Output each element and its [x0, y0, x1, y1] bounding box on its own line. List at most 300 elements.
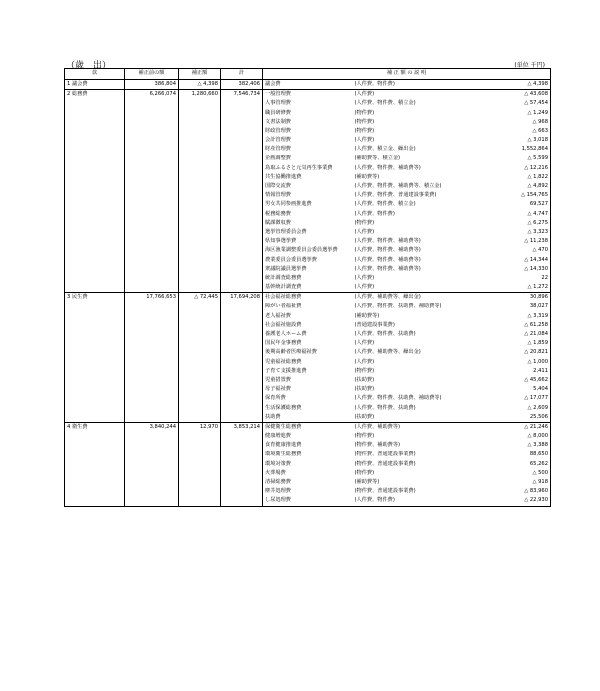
item-name: 賦課徴収費	[263, 219, 353, 228]
total-amount	[221, 256, 263, 265]
kan-cell	[65, 265, 125, 274]
kan-cell	[65, 358, 125, 367]
table-row	[65, 432, 551, 441]
kan-cell: 3 民生費	[65, 293, 125, 303]
total-amount	[221, 145, 263, 154]
item-name: 統計調査総務費	[263, 274, 353, 283]
before-amount	[125, 246, 179, 255]
item-amount: △ 14,330	[481, 265, 551, 274]
item-detail: (物件費)	[354, 109, 375, 116]
table-row	[65, 118, 551, 127]
table-row	[65, 460, 551, 469]
item-name: し尿処理費	[263, 496, 353, 506]
item-name: 文書法制費	[263, 118, 353, 127]
table-row	[65, 90, 551, 100]
total-amount	[221, 219, 263, 228]
hosei-amount	[179, 303, 221, 312]
item-detail: (人件費)	[354, 358, 375, 365]
kan-cell	[65, 228, 125, 237]
item-amount: △ 17,077	[481, 394, 551, 403]
kan-cell	[65, 191, 125, 200]
hosei-amount	[179, 274, 221, 283]
item-detail: (物件費)	[354, 219, 375, 226]
item-detail: (人件費、物件費)	[354, 210, 395, 217]
total-amount	[221, 339, 263, 348]
item-amount: △ 5,599	[481, 155, 551, 164]
before-amount	[125, 256, 179, 265]
item-detail: (補助費等)	[354, 173, 380, 180]
kan-cell	[65, 339, 125, 348]
item-detail: (物件費)	[354, 127, 375, 134]
item-detail: (補助費等)	[354, 479, 380, 486]
hosei-amount	[179, 256, 221, 265]
item-name: 母子福祉費	[263, 385, 353, 394]
table-row	[65, 200, 551, 209]
item-detail: (物件費、普通建設事業費)	[354, 488, 416, 495]
total-amount	[221, 127, 263, 136]
item-detail: (人件費、物件費、補助費等)	[354, 265, 421, 272]
kan-cell	[65, 367, 125, 376]
hosei-amount	[179, 496, 221, 506]
before-amount	[125, 99, 179, 108]
total-amount	[221, 191, 263, 200]
item-amount: △ 154,765	[481, 191, 551, 200]
item-name: 衆議院議員選挙費	[263, 265, 353, 274]
hosei-amount	[179, 182, 221, 191]
hosei-amount	[179, 109, 221, 118]
col-kan: 款	[65, 69, 125, 80]
table-row	[65, 228, 551, 237]
total-amount	[221, 173, 263, 182]
item-detail: (人件費、物件費、補助費等)	[354, 256, 421, 263]
hosei-amount	[179, 432, 221, 441]
item-name: 環境衛生総務費	[263, 451, 353, 460]
hosei-amount	[179, 200, 221, 209]
before-amount	[125, 283, 179, 293]
kan-cell	[65, 432, 125, 441]
item-name: 保健衛生総務費	[263, 422, 353, 432]
item-name: 生活保護総務費	[263, 404, 353, 413]
table-row	[65, 136, 551, 145]
before-amount	[125, 237, 179, 246]
kan-cell	[65, 404, 125, 413]
hosei-amount	[179, 321, 221, 330]
kan-cell	[65, 441, 125, 450]
item-name: 国民年金事務費	[263, 339, 353, 348]
before-amount	[125, 487, 179, 496]
total-amount	[221, 312, 263, 321]
item-name: 会計管理費	[263, 136, 353, 145]
table-row	[65, 80, 551, 90]
item-amount: △ 4,747	[481, 210, 551, 219]
item-amount: 22	[481, 274, 551, 283]
before-amount	[125, 358, 179, 367]
item-detail: (人件費)	[354, 274, 375, 281]
hosei-amount	[179, 348, 221, 357]
col-hosei: 補正額	[179, 69, 221, 80]
before-amount	[125, 478, 179, 487]
hosei-amount	[179, 394, 221, 403]
kan-cell	[65, 330, 125, 339]
item-name: 企画調整費	[263, 155, 353, 164]
total-amount	[221, 274, 263, 283]
kan-cell	[65, 164, 125, 173]
total-amount: 382,406	[221, 80, 263, 90]
kan-cell	[65, 145, 125, 154]
item-amount: △ 3,323	[481, 228, 551, 237]
item-name: 食育健康推進費	[263, 441, 353, 450]
before-amount	[125, 451, 179, 460]
total-amount	[221, 136, 263, 145]
total-amount	[221, 265, 263, 274]
unit-label: (単位 千円)	[514, 62, 545, 69]
item-name: 農業委員会委員選挙費	[263, 256, 353, 265]
total-amount	[221, 237, 263, 246]
total-amount	[221, 487, 263, 496]
table-row	[65, 358, 551, 367]
item-detail: (物件費)	[354, 367, 375, 374]
kan-cell	[65, 210, 125, 219]
hosei-amount	[179, 487, 221, 496]
kan-cell	[65, 127, 125, 136]
table-row	[65, 155, 551, 164]
total-amount	[221, 182, 263, 191]
before-amount	[125, 109, 179, 118]
item-detail: (人件費)	[354, 228, 375, 235]
item-name: 国際交流費	[263, 182, 353, 191]
kan-cell	[65, 237, 125, 246]
total-amount	[221, 404, 263, 413]
table-row	[65, 487, 551, 496]
total-amount	[221, 330, 263, 339]
item-amount: △ 3,319	[481, 312, 551, 321]
item-amount: 30,896	[481, 293, 551, 303]
col-explain: 補 正 額 の 説 明	[263, 69, 551, 80]
item-detail: (人件費、物件費、積立金)	[354, 100, 416, 107]
item-detail: (人件費、物件費)	[353, 496, 481, 506]
before-amount	[125, 228, 179, 237]
total-amount	[221, 246, 263, 255]
hosei-amount	[179, 312, 221, 321]
hosei-amount	[179, 339, 221, 348]
item-amount: △ 918	[481, 478, 551, 487]
table-row	[65, 330, 551, 339]
kan-cell	[65, 246, 125, 255]
total-amount	[221, 413, 263, 423]
total-amount: 17,694,208	[221, 293, 263, 303]
item-name: 人事管理費	[263, 99, 353, 108]
before-amount	[125, 265, 179, 274]
before-amount	[125, 274, 179, 283]
kan-cell	[65, 376, 125, 385]
hosei-amount	[179, 173, 221, 182]
before-amount	[125, 321, 179, 330]
kan-cell	[65, 460, 125, 469]
kan-cell	[65, 256, 125, 265]
kan-cell	[65, 303, 125, 312]
hosei-amount	[179, 136, 221, 145]
total-amount	[221, 118, 263, 127]
kan-cell	[65, 451, 125, 460]
item-name: 一般管理費	[263, 90, 353, 100]
table-row	[65, 145, 551, 154]
item-name: 扶助費	[263, 413, 353, 423]
table-row	[65, 109, 551, 118]
item-name: 情報管理費	[263, 191, 353, 200]
item-detail: (人件費、物件費、普通建設事業費)	[354, 192, 437, 199]
table-row	[65, 376, 551, 385]
before-amount	[125, 164, 179, 173]
item-detail: (人件費、物件費、扶助費、補助費等)	[354, 303, 442, 310]
item-detail: (人件費、物件費)	[353, 80, 481, 90]
kan-cell	[65, 496, 125, 506]
total-amount	[221, 164, 263, 173]
item-amount: △ 1,272	[481, 283, 551, 293]
item-detail: (人件費、物件費、積立金)	[354, 201, 416, 208]
item-detail: (物件費)	[354, 118, 375, 125]
item-amount: △ 83,960	[481, 487, 551, 496]
before-amount	[125, 145, 179, 154]
item-name: 社会福祉施設費	[263, 321, 353, 330]
item-amount: 25,506	[481, 413, 551, 423]
kan-cell	[65, 200, 125, 209]
total-amount	[221, 385, 263, 394]
item-amount: 69,527	[481, 200, 551, 209]
before-amount: 17,766,653	[125, 293, 179, 303]
item-amount: △ 1,822	[481, 173, 551, 182]
before-amount	[125, 330, 179, 339]
budget-table	[64, 68, 551, 507]
total-amount	[221, 496, 263, 506]
hosei-amount: 12,970	[179, 422, 221, 432]
item-amount: 1,552,864	[481, 145, 551, 154]
item-detail: (人件費、物件費、補助費等)	[354, 238, 421, 245]
total-amount	[221, 109, 263, 118]
item-detail: (人件費、補助費等、繰出金)	[353, 293, 481, 303]
item-amount: 65,262	[481, 460, 551, 469]
kan-cell	[65, 394, 125, 403]
item-name: 障がい者福祉費	[263, 303, 353, 312]
item-detail: (人件費)	[354, 137, 375, 144]
before-amount: 386,804	[125, 80, 179, 90]
before-amount	[125, 441, 179, 450]
kan-cell	[65, 155, 125, 164]
item-name: 火葬場費	[263, 469, 353, 478]
item-detail: (普通建設事業費)	[354, 321, 395, 328]
table-row	[65, 173, 551, 182]
table-row	[65, 312, 551, 321]
hosei-amount	[179, 219, 221, 228]
total-amount	[221, 367, 263, 376]
item-detail: (物件費)	[354, 433, 375, 440]
total-amount	[221, 283, 263, 293]
hosei-amount	[179, 330, 221, 339]
item-amount: △ 1,859	[481, 339, 551, 348]
table-row	[65, 293, 551, 303]
item-name: 保育所費	[263, 394, 353, 403]
before-amount	[125, 303, 179, 312]
item-detail: (人件費、積立金、繰出金)	[354, 146, 416, 153]
before-amount	[125, 394, 179, 403]
item-amount: △ 12,216	[481, 164, 551, 173]
item-name: 養護老人ホーム費	[263, 330, 353, 339]
table-row	[65, 422, 551, 432]
item-amount: △ 1,000	[481, 358, 551, 367]
item-amount: △ 4,892	[481, 182, 551, 191]
total-amount: 7,546,734	[221, 90, 263, 100]
item-amount: △ 22,930	[481, 496, 551, 506]
item-name: 基幹統計調査費	[263, 283, 353, 293]
before-amount	[125, 219, 179, 228]
item-detail: (物件費)	[354, 469, 375, 476]
item-amount: △ 968	[481, 118, 551, 127]
table-row	[65, 274, 551, 283]
kan-cell: 4 衛生費	[65, 422, 125, 432]
item-amount: △ 500	[481, 469, 551, 478]
before-amount	[125, 118, 179, 127]
table-row	[65, 210, 551, 219]
item-name: 鳥取ふるさと元気再生事業費	[263, 164, 353, 173]
item-detail: (物件費、補助費等)	[354, 442, 401, 449]
total-amount: 3,853,214	[221, 422, 263, 432]
table-row	[65, 182, 551, 191]
item-name: 健康増進費	[263, 432, 353, 441]
before-amount	[125, 376, 179, 385]
item-name: 共生協働推進費	[263, 173, 353, 182]
item-amount: 5,404	[481, 385, 551, 394]
total-amount	[221, 451, 263, 460]
kan-cell: 2 総務費	[65, 90, 125, 100]
hosei-amount	[179, 478, 221, 487]
hosei-amount	[179, 358, 221, 367]
before-amount	[125, 413, 179, 423]
total-amount	[221, 394, 263, 403]
item-amount: △ 21,084	[481, 330, 551, 339]
before-amount	[125, 460, 179, 469]
before-amount	[125, 348, 179, 357]
before-amount	[125, 404, 179, 413]
kan-cell	[65, 283, 125, 293]
before-amount: 6,266,074	[125, 90, 179, 100]
before-amount	[125, 385, 179, 394]
before-amount	[125, 496, 179, 506]
item-detail: (人件費)	[354, 284, 375, 291]
table-row	[65, 237, 551, 246]
item-name: 環境対策費	[263, 460, 353, 469]
table-row	[65, 99, 551, 108]
total-amount	[221, 99, 263, 108]
item-amount: △ 61,258	[481, 321, 551, 330]
hosei-amount	[179, 376, 221, 385]
item-detail: (人件費)	[353, 90, 481, 100]
item-name: 議会費	[263, 80, 353, 90]
item-name: 子育て支援推進費	[263, 367, 353, 376]
hosei-amount	[179, 265, 221, 274]
item-name: 海区漁業調整委員会委員選挙費	[263, 246, 353, 255]
table-row	[65, 385, 551, 394]
kan-cell	[65, 312, 125, 321]
kan-cell	[65, 469, 125, 478]
item-detail: (補助費等、積立金)	[354, 155, 401, 162]
total-amount	[221, 348, 263, 357]
item-detail: (人件費、物件費、扶助費、補助費等)	[354, 395, 442, 402]
before-amount	[125, 432, 179, 441]
table-row	[65, 394, 551, 403]
total-amount	[221, 200, 263, 209]
kan-cell	[65, 99, 125, 108]
item-detail: (扶助費)	[354, 376, 375, 383]
item-amount: △ 57,454	[481, 99, 551, 108]
item-name: 老人福祉費	[263, 312, 353, 321]
table-row	[65, 283, 551, 293]
total-amount	[221, 303, 263, 312]
table-body	[65, 80, 551, 507]
kan-cell	[65, 173, 125, 182]
item-name: 児童措置費	[263, 376, 353, 385]
item-amount: 88,650	[481, 451, 551, 460]
before-amount	[125, 312, 179, 321]
kan-cell	[65, 109, 125, 118]
item-name: 選挙管理委員会費	[263, 228, 353, 237]
before-amount: 3,840,244	[125, 422, 179, 432]
hosei-amount	[179, 155, 221, 164]
item-name: 男女共同参画推進費	[263, 200, 353, 209]
total-amount	[221, 432, 263, 441]
item-amount: △ 45,662	[481, 376, 551, 385]
total-amount	[221, 321, 263, 330]
hosei-amount	[179, 145, 221, 154]
total-amount	[221, 469, 263, 478]
kan-cell	[65, 182, 125, 191]
total-amount	[221, 155, 263, 164]
kan-cell	[65, 274, 125, 283]
item-detail: (人件費、補助費等)	[353, 422, 481, 432]
item-amount: 2,411	[481, 367, 551, 376]
before-amount	[125, 210, 179, 219]
table-row	[65, 413, 551, 423]
item-name: 塵芥処理費	[263, 487, 353, 496]
table-row	[65, 246, 551, 255]
before-amount	[125, 127, 179, 136]
table-row	[65, 478, 551, 487]
item-amount: △ 21,246	[481, 422, 551, 432]
total-amount	[221, 460, 263, 469]
kan-cell	[65, 136, 125, 145]
item-detail: (補助費等)	[354, 312, 380, 319]
hosei-amount	[179, 385, 221, 394]
item-detail: (人件費、物件費、補助費等、積立金)	[354, 183, 442, 190]
table-row	[65, 127, 551, 136]
hosei-amount	[179, 283, 221, 293]
item-amount: △ 3,018	[481, 136, 551, 145]
before-amount	[125, 191, 179, 200]
total-amount	[221, 228, 263, 237]
table-row	[65, 496, 551, 506]
table-row	[65, 441, 551, 450]
item-detail: (人件費、物件費、扶助費)	[354, 404, 416, 411]
item-detail: (人件費、補助費等、繰出金)	[354, 349, 421, 356]
total-amount	[221, 441, 263, 450]
hosei-amount	[179, 451, 221, 460]
table-row	[65, 321, 551, 330]
hosei-amount	[179, 127, 221, 136]
hosei-amount	[179, 237, 221, 246]
item-name: 財政管理費	[263, 127, 353, 136]
hosei-amount: △ 72,445	[179, 293, 221, 303]
item-detail: (扶助費)	[354, 386, 375, 393]
hosei-amount	[179, 228, 221, 237]
item-name: 後期高齢者医療福祉費	[263, 348, 353, 357]
